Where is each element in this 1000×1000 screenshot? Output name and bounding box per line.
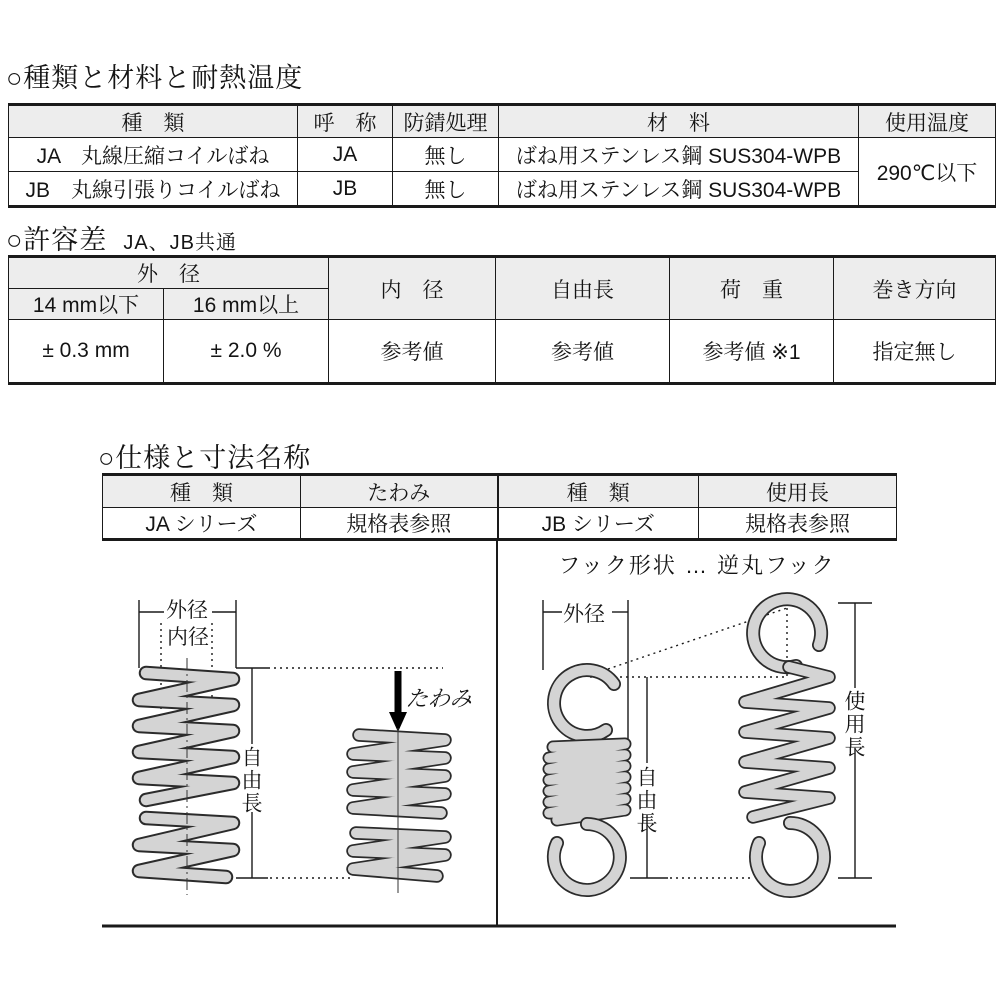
col-header-working-length: 使用長 (699, 475, 897, 508)
spec-header-row (103, 475, 897, 508)
col-header-free-length: 自由長 (496, 257, 670, 320)
col-header-deflection: たわみ (301, 475, 498, 508)
table-row (9, 138, 996, 172)
col-header-inner-dia: 内 径 (329, 257, 496, 320)
section-title-spec: ○仕様と寸法名称 (98, 443, 312, 473)
cell-type-jb: JB 丸線引張りコイルばね (9, 172, 298, 207)
col-header-material: 材 料 (499, 105, 859, 138)
cell-tol-free-length: 参考値 (496, 320, 670, 384)
deflection-label: たわみ (404, 686, 474, 711)
col-header-rust: 防錆処理 (393, 105, 499, 138)
cell-rust-jb: 無し (393, 172, 499, 207)
cell-type-ja: JA 丸線圧縮コイルばね (9, 138, 298, 172)
cell-working-length-ref: 規格表参照 (699, 508, 897, 540)
spec-table (102, 473, 897, 541)
col-header-designation: 呼 称 (298, 105, 393, 138)
cell-material-ja: ばね用ステンレス鋼 SUS304-WPB (499, 138, 859, 172)
cell-tol-outer-16: ± 2.0 % (164, 320, 329, 384)
outer-diameter-label-right: 外径 (563, 603, 605, 626)
section-title-tolerance (6, 218, 237, 257)
working-length-label: 使用長 (842, 690, 866, 759)
tolerance-header-row-1 (9, 257, 996, 289)
col-header-outer-16mm: 16 mm以上 (164, 289, 329, 320)
hook-shape-note: フック形状 … 逆丸フック (558, 553, 836, 578)
cell-tol-load: 参考値 ※1 (670, 320, 834, 384)
tolerance-subtitle: JA、JB共通 (123, 232, 237, 254)
tolerance-value-row (9, 320, 996, 384)
cell-tol-outer-14: ± 0.3 mm (9, 320, 164, 384)
tolerance-table (8, 255, 996, 385)
col-header-type: 種 類 (9, 105, 298, 138)
inner-diameter-label: 内径 (167, 626, 209, 649)
table-row (9, 172, 996, 207)
deflection-arrow (389, 671, 407, 732)
col-header-outer-14mm: 14 mm以下 (9, 289, 164, 320)
section-title-materials: ○種類と材料と耐熱温度 (6, 63, 304, 93)
col-header-type-ja: 種 類 (103, 475, 301, 508)
cell-tol-winding: 指定無し (834, 320, 996, 384)
cell-designation-ja: JA (298, 138, 393, 172)
free-length-label-right: 自由長 (634, 766, 658, 835)
spec-value-row (103, 508, 897, 540)
outer-diameter-label-left: 外径 (166, 599, 208, 622)
jb-free-spring (549, 670, 625, 890)
jb-stretched-spring (745, 599, 829, 891)
ja-compressed-spring (353, 728, 445, 893)
cell-rust-ja: 無し (393, 138, 499, 172)
col-header-load: 荷 重 (670, 257, 834, 320)
materials-header-row (9, 105, 996, 138)
col-header-outer-dia: 外 径 (9, 257, 329, 289)
col-header-temp: 使用温度 (859, 105, 996, 138)
materials-table (8, 103, 996, 208)
col-header-winding: 巻き方向 (834, 257, 996, 320)
cell-designation-jb: JB (298, 172, 393, 207)
cell-series-ja: JA シリーズ (103, 508, 301, 540)
cell-series-jb: JB シリーズ (498, 508, 699, 540)
cell-material-jb: ばね用ステンレス鋼 SUS304-WPB (499, 172, 859, 207)
jb-dimension-lines (543, 600, 872, 878)
cell-temp: 290℃以下 (859, 138, 996, 207)
cell-tol-inner: 参考値 (329, 320, 496, 384)
cell-deflection-ref: 規格表参照 (301, 508, 498, 540)
tolerance-title-text: ○許容差 (6, 225, 108, 255)
col-header-type-jb: 種 類 (498, 475, 699, 508)
ja-free-spring (139, 658, 233, 895)
free-length-label-left: 自由長 (239, 746, 263, 815)
